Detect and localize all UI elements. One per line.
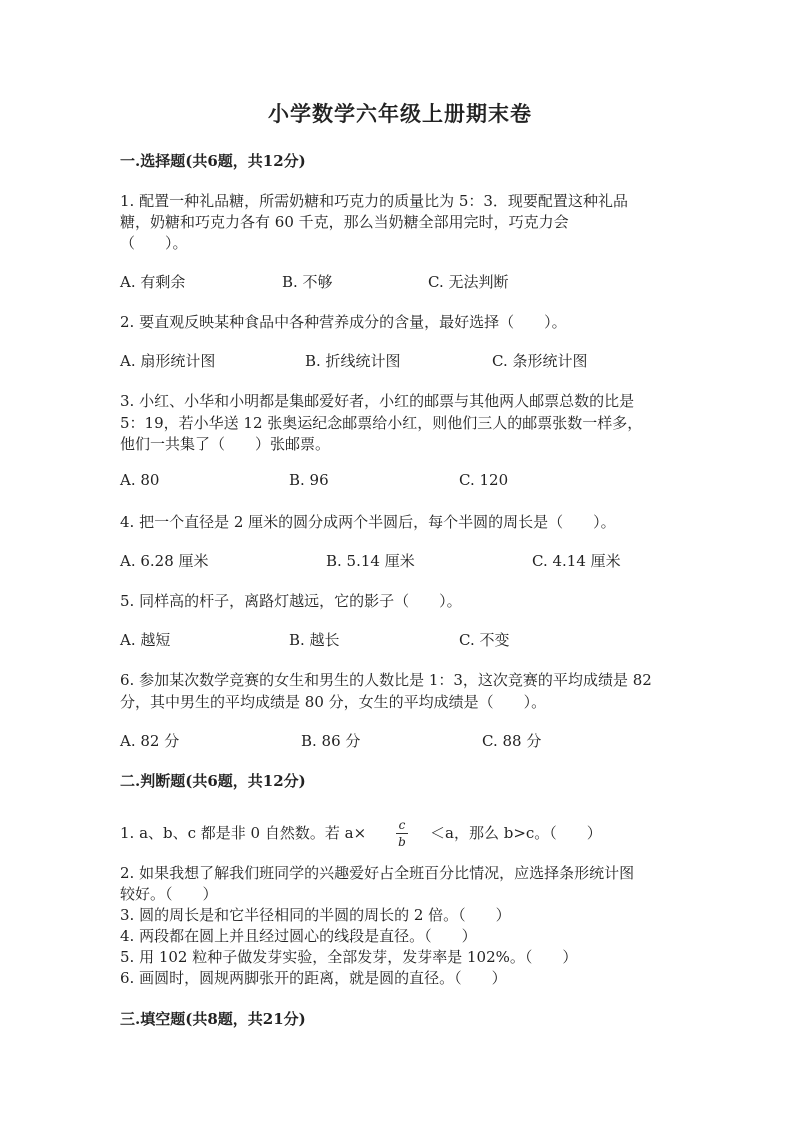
question-1-line-1: 1. 配置一种礼品糖，所需奶糖和巧克力的质量比为 5：3．现要配置这种礼品	[120, 192, 628, 210]
question-4-line-1: 4. 把一个直径是 2 厘米的圆分成两个半圆后，每个半圆的周长是（ ）。	[120, 513, 616, 531]
page-title: 小学数学六年级上册期末卷	[268, 101, 532, 126]
question-1-line-3: （ ）。	[120, 234, 188, 252]
question-2-option-c: C. 条形统计图	[492, 352, 588, 370]
question-3-option-a: A. 80	[120, 471, 160, 489]
question-3-option-c: C. 120	[459, 471, 509, 489]
question-3-line-3: 他们一共集了（ ）张邮票。	[120, 435, 331, 453]
question-4-option-c: C. 4.14 厘米	[532, 552, 621, 570]
judge-5: 5. 用 102 粒种子做发芽实验，全部发芽，发芽率是 102%。（ ）	[120, 948, 578, 966]
question-5-option-c: C. 不变	[459, 631, 510, 649]
question-3-line-1: 3. 小红、小华和小明都是集邮爱好者，小红的邮票与其他两人邮票总数的比是	[120, 392, 635, 410]
question-4-option-a: A. 6.28 厘米	[120, 552, 209, 570]
question-5-option-b: B. 越长	[289, 631, 340, 649]
judge-4: 4. 两段都在圆上并且经过圆心的线段是直径。（ ）	[120, 927, 477, 945]
section-heading-fill: 三.填空题(共8题，共21分)	[120, 1010, 306, 1028]
judge-1-text-part-1: 1. a、b、c 都是非 0 自然数。若 a×	[120, 824, 367, 842]
judge-3: 3. 圆的周长是和它半径相同的半圆的周长的 2 倍。（ ）	[120, 906, 511, 924]
section-heading-judge: 二.判断题(共6题，共12分)	[120, 772, 306, 790]
question-6-option-b: B. 86 分	[301, 732, 361, 750]
question-5-option-a: A. 越短	[120, 631, 171, 649]
fraction-bar	[396, 833, 408, 834]
judge-6: 6. 画圆时，圆规两脚张开的距离，就是圆的直径。（ ）	[120, 969, 507, 987]
question-2-line-1: 2. 要直观反映某种食品中各种营养成分的含量，最好选择（ ）。	[120, 313, 567, 331]
question-5-line-1: 5. 同样高的杆子，离路灯越远，它的影子（ ）。	[120, 592, 462, 610]
question-1-option-c: C. 无法判断	[428, 273, 509, 291]
fraction-denominator: b	[398, 835, 406, 849]
question-2-option-b: B. 折线统计图	[305, 352, 401, 370]
section-heading-choice: 一.选择题(共6题，共12分)	[120, 152, 306, 170]
question-6-line-1: 6. 参加某次数学竞赛的女生和男生的人数比是 1：3，这次竞赛的平均成绩是 82	[120, 671, 652, 689]
judge-2-line-1: 2. 如果我想了解我们班同学的兴趣爱好占全班百分比情况，应选择条形统计图	[120, 864, 635, 882]
question-1-option-a: A. 有剩余	[120, 273, 186, 291]
question-3-line-2: 5：19，若小华送 12 张奥运纪念邮票给小红，则他们三人的邮票张数一样多，	[120, 414, 643, 432]
question-6-option-a: A. 82 分	[120, 732, 180, 750]
question-6-option-c: C. 88 分	[482, 732, 542, 750]
question-2-option-a: A. 扇形统计图	[120, 352, 216, 370]
judge-2-line-2: 较好。（ ）	[120, 885, 218, 903]
fraction-numerator: c	[398, 818, 406, 832]
question-3-option-b: B. 96	[289, 471, 329, 489]
question-4-option-b: B. 5.14 厘米	[326, 552, 415, 570]
fraction-c-over-b	[396, 818, 408, 849]
question-1-option-b: B. 不够	[282, 273, 333, 291]
question-1-line-2: 糖，奶糖和巧克力各有 60 千克，那么当奶糖全部用完时，巧克力会	[120, 213, 569, 231]
question-6-line-2: 分，其中男生的平均成绩是 80 分，女生的平均成绩是（ ）。	[120, 693, 547, 711]
judge-1-text-part-2: ＜a，那么 b>c。（ ）	[430, 824, 602, 842]
